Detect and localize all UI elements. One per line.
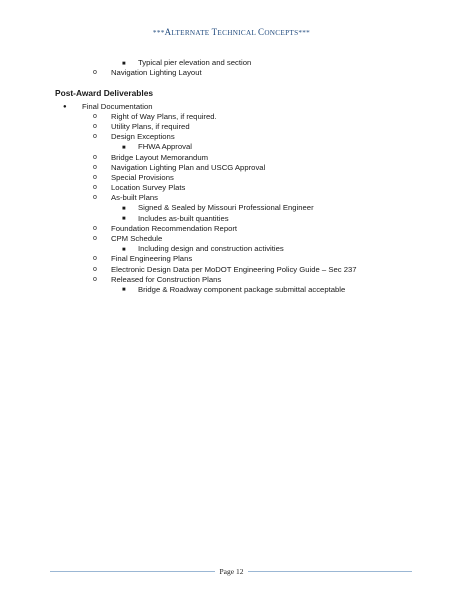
list-item-text: Bridge Layout Memorandum [111,152,208,162]
document-body [55,58,415,295]
list-item-text: Foundation Recommendation Report [111,223,238,233]
list-item [55,265,415,275]
list-item-text: Navigation Lighting Layout [111,68,202,78]
header-stars-left: *** [152,29,165,37]
list-item-text: Including design and construction activities [138,244,284,254]
square-bullet-icon: ■ [122,287,126,294]
list-item [55,132,415,142]
square-bullet-icon: ■ [122,60,126,67]
list-item [55,183,415,193]
list-item-text: Final Engineering Plans [111,254,193,264]
list-item [55,163,415,173]
header-word-technical: ECHNICAL [217,29,256,37]
list-item-text: Includes as-built quantities [138,213,229,223]
list-item-text: Electronic Design Data per MoDOT Engineering Policy Guide – Sec 237 [111,264,357,274]
list-item [55,224,415,234]
list-item [55,203,415,213]
circle-bullet-icon: o [93,184,97,192]
list-item-text: Location Survey Plats [111,183,186,193]
list-item [55,173,415,183]
list-item [55,285,415,295]
running-header [0,27,463,37]
circle-bullet-icon: o [93,265,97,273]
circle-bullet-icon: o [93,235,97,243]
list-item [55,142,415,152]
list-item-text: Utility Plans, if required [111,121,190,131]
disc-bullet-icon: ● [63,103,67,110]
circle-bullet-icon: o [93,153,97,161]
square-bullet-icon: ■ [122,216,126,223]
header-cap-c: C [258,27,265,37]
circle-bullet-icon: o [93,133,97,141]
circle-bullet-icon: o [93,163,97,171]
list-item [55,153,415,163]
page-footer [0,567,463,576]
circle-bullet-icon: o [93,173,97,181]
list-item-text: Final Documentation [82,101,153,111]
header-stars-right: *** [298,29,311,37]
list-item-text: Signed & Sealed by Missouri Professional Engineer [138,203,314,213]
list-item-text: FHWA Approval [138,142,192,152]
list-item [55,254,415,264]
list-item [55,68,415,78]
list-item [55,234,415,244]
header-word-concepts: ONCEPTS [264,29,299,37]
circle-bullet-icon: o [93,275,97,283]
list-item [55,214,415,224]
list-item-text: Bridge & Roadway component package submittal acceptable [138,284,346,294]
list-item [55,112,415,122]
circle-bullet-icon: o [93,69,97,77]
list-item-text: Special Provisions [111,172,174,182]
deliverables-list [55,102,415,296]
list-item-text: Design Exceptions [111,132,175,142]
list-item [55,275,415,285]
list-item-text: Typical pier elevation and section [138,58,252,67]
list-item-text: Navigation Lighting Plan and USCG Approval [111,162,266,172]
list-item-text: As-built Plans [111,193,158,203]
circle-bullet-icon: o [93,255,97,263]
list-item [55,193,415,203]
continued-list [55,58,415,78]
list-item [55,122,415,132]
list-item [55,244,415,254]
list-item-text: Right of Way Plans, if required. [111,111,217,121]
circle-bullet-icon: o [93,112,97,120]
header-word-alternate: LTERNATE [171,29,210,37]
square-bullet-icon: ■ [122,205,126,212]
page-number: Page 12 [215,567,249,576]
list-item-text: CPM Schedule [111,234,163,244]
list-item [55,58,415,68]
header-cap-t: T [211,27,218,37]
list-item [55,102,415,112]
list-item-text: Released for Construction Plans [111,274,222,284]
section-heading: Post-Award Deliverables [55,88,154,99]
circle-bullet-icon: o [93,194,97,202]
circle-bullet-icon: o [93,224,97,232]
square-bullet-icon: ■ [122,246,126,253]
header-cap-a: A [164,27,172,37]
circle-bullet-icon: o [93,122,97,130]
square-bullet-icon: ■ [122,144,126,151]
